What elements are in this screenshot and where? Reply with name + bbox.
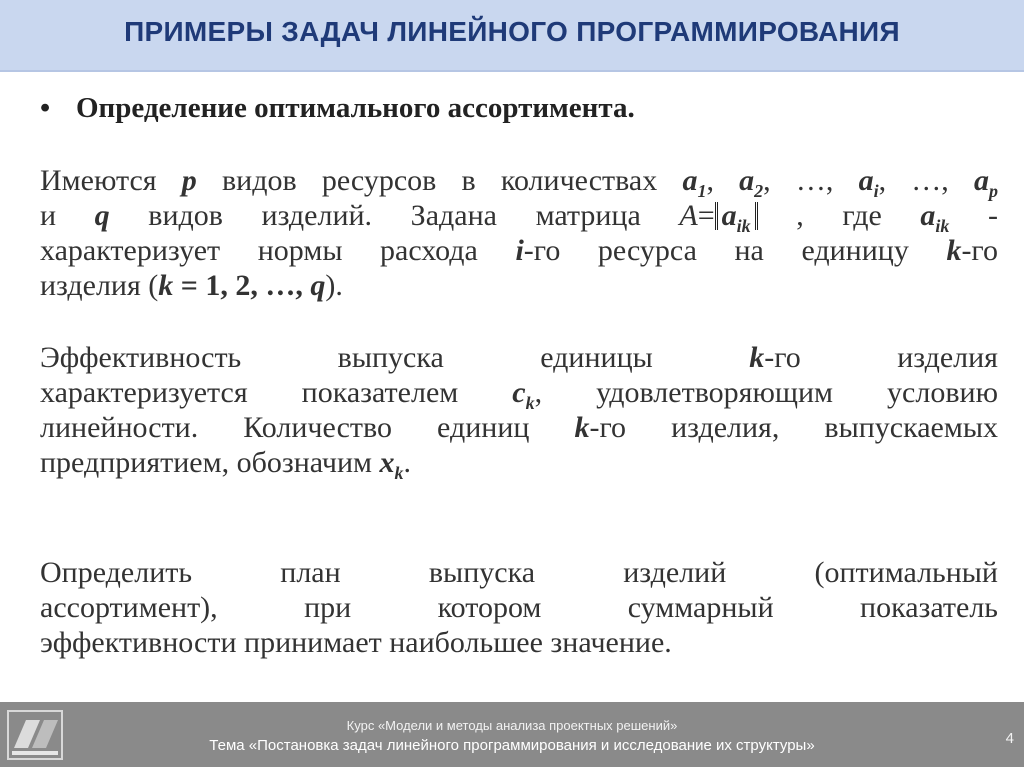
text: предприятием, обозначим: [40, 446, 380, 479]
course-title: Курс «Модели и методы анализа проектных решений»: [346, 718, 678, 733]
var-k: k: [158, 269, 174, 302]
text: , …,: [878, 164, 975, 197]
para1-line3: [40, 233, 998, 268]
text: Имеются: [40, 164, 182, 197]
var-i: i: [515, 234, 524, 267]
subscript: 2: [754, 181, 764, 201]
subscript: ik: [736, 216, 751, 236]
text: ).: [325, 269, 343, 302]
para3-line1: Определить план выпуска изделий (оптимальный: [40, 556, 998, 589]
slide-header: [0, 0, 1024, 72]
subscript: 1: [697, 181, 707, 201]
text: характеризуется показателем: [40, 376, 513, 409]
para3-line3: эффективности принимает наибольшее значение.: [40, 626, 672, 659]
var-a: a: [682, 164, 698, 197]
text: -го изделия: [764, 341, 998, 374]
index-list: = 1, 2, …,: [173, 269, 311, 302]
var-a: a: [721, 199, 737, 232]
text: характеризует нормы расхода: [40, 234, 516, 267]
text: , удовлетворяющим условию: [534, 376, 998, 409]
var-a: a: [739, 164, 755, 197]
equals-sign: =: [697, 199, 715, 232]
var-x: x: [379, 446, 395, 479]
text: видов изделий. Задана матрица: [109, 199, 680, 232]
text: -го изделия, выпускаемых: [589, 411, 998, 444]
subscript: k: [394, 463, 404, 483]
var-k: k: [749, 341, 765, 374]
var-a: a: [920, 199, 936, 232]
bullet-text: Определение оптимального ассортимента.: [76, 92, 635, 124]
text: видов ресурсов в количествах: [196, 164, 683, 197]
text: Эффективность выпуска единицы: [40, 341, 750, 374]
text: ,: [706, 164, 740, 197]
para1-line2: [40, 198, 999, 236]
var-q: q: [310, 269, 326, 302]
page-number: 4: [1005, 730, 1014, 747]
subscript: ik: [935, 216, 950, 236]
para2-line2: [40, 375, 998, 413]
text: -го: [961, 234, 998, 267]
slide-footer: [0, 702, 1024, 767]
var-p: p: [181, 164, 197, 197]
text: , …,: [763, 164, 859, 197]
var-k: k: [946, 234, 962, 267]
para2-line3: [40, 410, 998, 445]
text: .: [403, 446, 412, 479]
var-c: c: [512, 376, 526, 409]
var-q: q: [94, 199, 110, 232]
slide-title: ПРИМЕРЫ ЗАДАЧ ЛИНЕЙНОГО ПРОГРАММИРОВАНИЯ: [124, 16, 900, 47]
text: линейности. Количество единиц: [40, 411, 575, 444]
para3-line2: ассортимент), при котором суммарный показатель: [40, 591, 998, 624]
para1-line1: [40, 163, 999, 201]
para2-line1: [40, 340, 998, 375]
bullet-item: [40, 92, 635, 125]
para2-line4: [40, 445, 998, 483]
text: , где: [757, 199, 921, 232]
topic-title: Тема «Постановка задач линейного программирования и исследование их структуры»: [209, 737, 815, 754]
var-k: k: [574, 411, 590, 444]
subscript: i: [873, 181, 879, 201]
var-a: a: [974, 164, 990, 197]
bullet-dot-icon: •: [40, 92, 51, 124]
subscript: k: [525, 393, 535, 413]
text: -го ресурса на единицу: [523, 234, 947, 267]
text: -: [949, 199, 999, 232]
text: изделия (: [40, 269, 159, 302]
var-a: a: [858, 164, 874, 197]
subscript: p: [989, 181, 999, 201]
var-A: A: [679, 199, 698, 232]
text: и: [40, 199, 95, 232]
para1-line4: [40, 268, 998, 303]
matrix-bracket: [715, 199, 758, 236]
